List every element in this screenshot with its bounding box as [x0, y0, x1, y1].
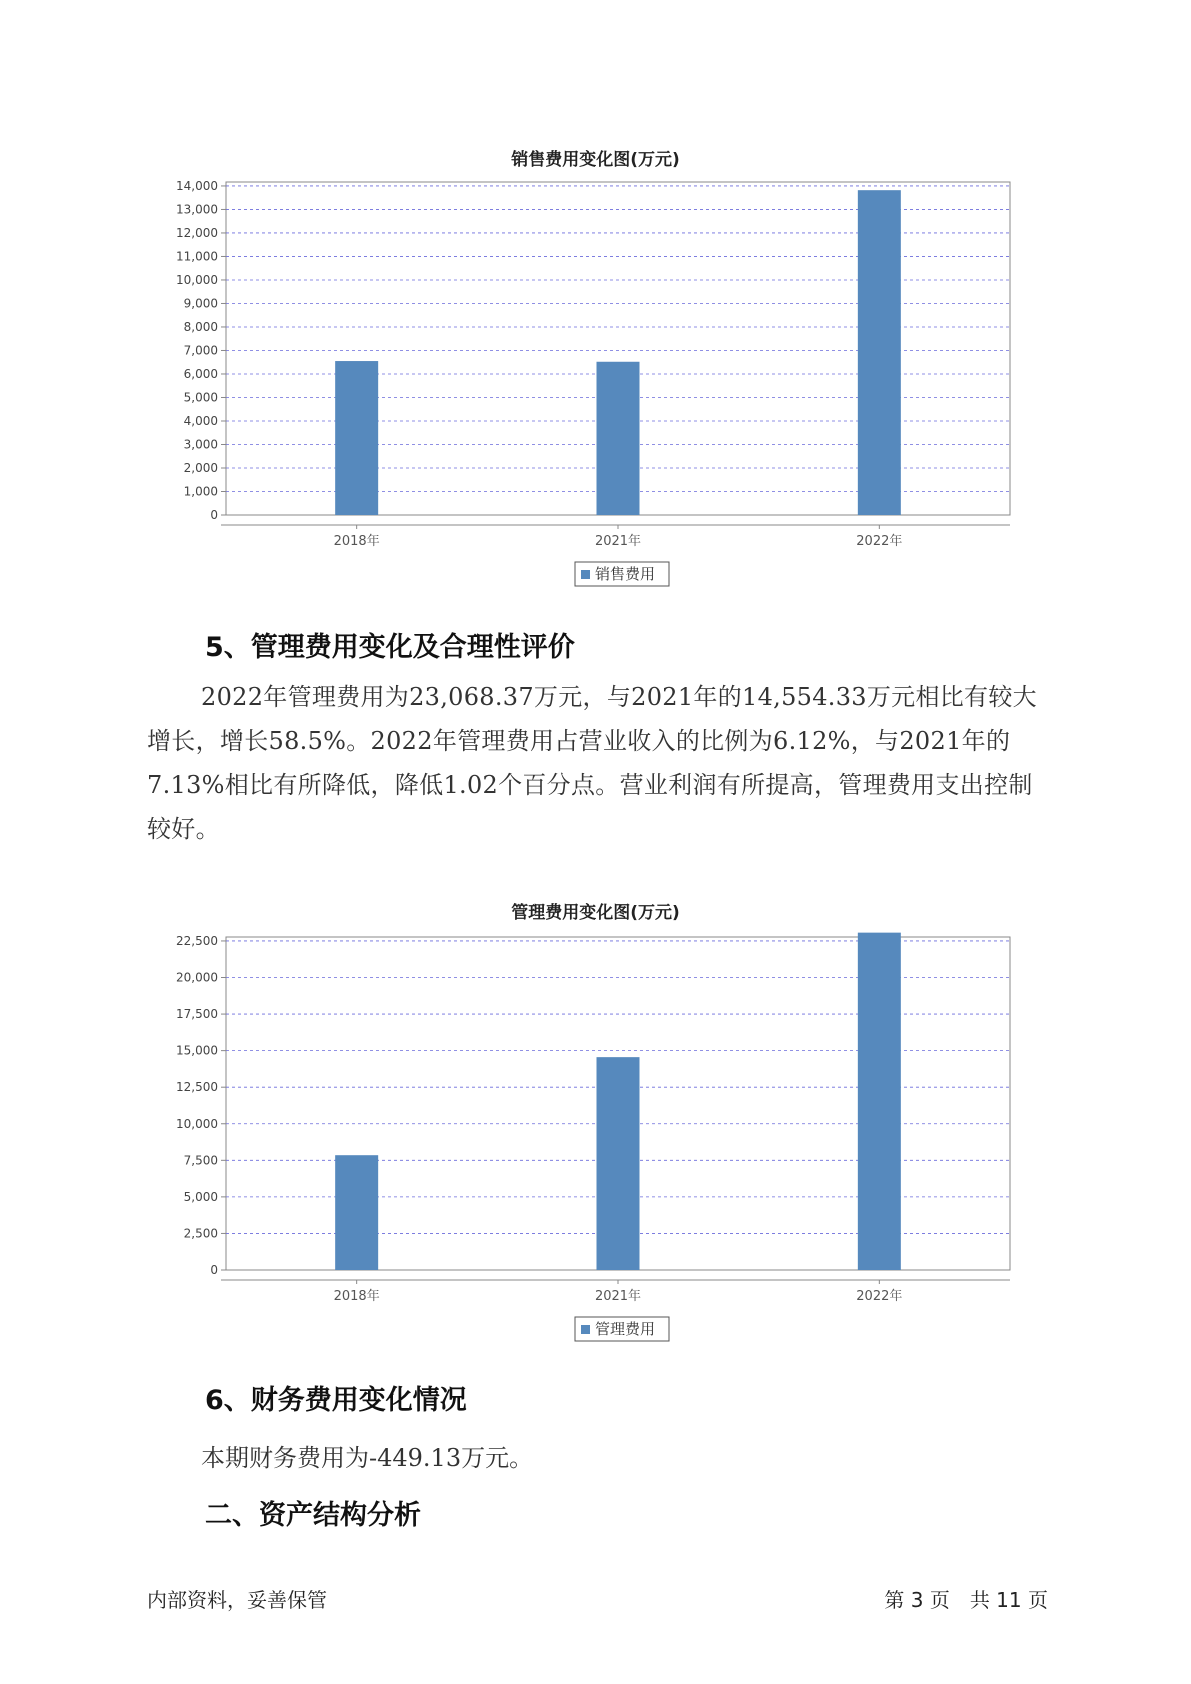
legend-swatch	[581, 570, 590, 579]
legend-swatch	[581, 1325, 590, 1334]
y-tick-label: 20,000	[176, 970, 218, 985]
bar	[858, 933, 901, 1270]
x-tick-label: 2018年	[333, 534, 380, 549]
y-tick-label: 12,000	[176, 225, 218, 240]
y-tick-label: 0	[210, 1263, 218, 1277]
y-tick-label: 11,000	[176, 249, 218, 264]
x-tick-label: 2021年	[594, 534, 642, 549]
x-tick-label: 2018年	[333, 1289, 380, 1304]
bar	[858, 190, 901, 515]
y-tick-label: 14,000	[176, 178, 218, 193]
chart-title-sales-expense: 销售费用变化图(万元)	[511, 150, 680, 170]
y-tick-label: 10,000	[176, 272, 218, 287]
legend	[575, 562, 669, 586]
y-tick-label: 3,000	[183, 437, 218, 452]
y-tick-label: 9,000	[183, 296, 218, 311]
legend	[575, 1317, 669, 1341]
footer-confidential-note: 内部资料，妥善保管	[147, 1588, 327, 1612]
sales-expense-chart	[0, 170, 1191, 600]
section-5-heading: 5、管理费用变化及合理性评价	[205, 632, 575, 663]
y-tick-label: 12,500	[176, 1080, 218, 1095]
y-tick-label: 15,000	[176, 1043, 218, 1058]
x-tick-label: 2022年	[856, 534, 903, 549]
admin-expense-chart	[0, 925, 1191, 1355]
y-tick-label: 10,000	[176, 1116, 218, 1131]
y-tick-label: 7,000	[183, 343, 218, 358]
section-5-paragraph: 2022年管理费用为23,068.37万元，与2021年的14,554.33万元相比有较大增长，增长58.5%。2022年管理费用占营业收入的比例为6.12%，与2021年的7.13%相比有所降低，降低1.02个百分点。营业利润有所提高，管理费用支出控制较好。	[147, 683, 1037, 843]
y-tick-label: 2,500	[183, 1226, 218, 1241]
y-tick-label: 17,500	[176, 1007, 218, 1022]
x-tick-label: 2022年	[856, 1289, 903, 1304]
bar	[335, 1155, 378, 1270]
legend-label: 管理费用	[595, 1320, 656, 1338]
section-6-heading: 6、财务费用变化情况	[205, 1385, 467, 1416]
legend-label: 销售费用	[595, 565, 656, 583]
y-tick-label: 4,000	[183, 413, 218, 428]
y-tick-label: 5,000	[183, 390, 218, 405]
section-6-paragraph: 本期财务费用为-449.13万元。	[201, 1444, 534, 1472]
bar	[597, 1057, 640, 1270]
y-tick-label: 1,000	[183, 484, 218, 499]
section-two-heading: 二、资产结构分析	[205, 1500, 421, 1531]
x-tick-label: 2021年	[594, 1289, 642, 1304]
y-tick-label: 8,000	[183, 319, 218, 334]
bar	[335, 361, 378, 515]
y-tick-label: 22,500	[176, 933, 218, 948]
bar	[597, 362, 640, 515]
y-tick-label: 13,000	[176, 202, 218, 217]
y-tick-label: 5,000	[183, 1189, 218, 1204]
footer-page-number: 第 3 页 共 11 页	[884, 1588, 1048, 1612]
y-tick-label: 0	[210, 508, 218, 522]
y-tick-label: 7,500	[183, 1153, 218, 1168]
y-tick-label: 2,000	[183, 460, 218, 475]
y-tick-label: 6,000	[183, 366, 218, 381]
chart-title-admin-expense: 管理费用变化图(万元)	[511, 903, 680, 923]
